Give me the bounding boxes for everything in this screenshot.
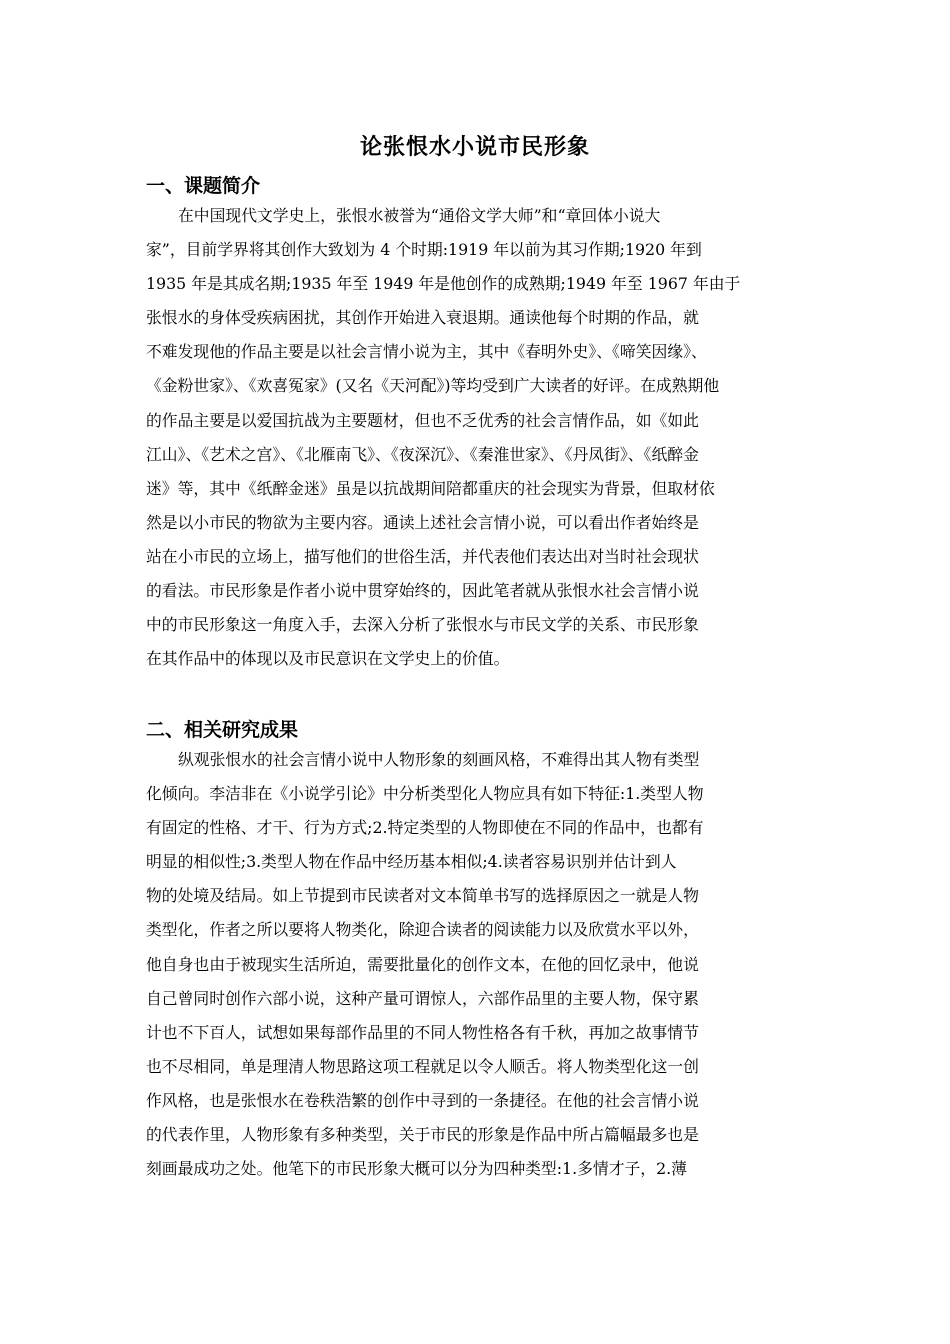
paragraph-line: 在其作品中的体现以及市民意识在文学史上的价值。 [146,649,510,669]
paragraph-line: 化倾向。李洁非在《小说学引论》中分析类型化人物应具有如下特征:1.类型人物 [146,784,704,804]
paragraph-line: 纵观张恨水的社会言情小说中人物形象的刻画风格，不难得出其人物有类型 [178,750,700,769]
paragraph-line: 类型化，作者之所以要将人物类化，除迎合读者的阅读能力以及欣赏水平以外， [146,920,699,940]
section-heading-intro: 一、课题简介 [146,175,261,197]
paragraph-line: 物的处境及结局。如上节提到市民读者对文本简单书写的选择原因之一就是人物 [146,886,699,906]
paragraph-line: 明显的相似性;3.类型人物在作品中经历基本相似;4.读者容易识别并估计到人 [146,852,677,872]
paragraph-line: 中的市民形象这一角度入手，去深入分析了张恨水与市民文学的关系、市民形象 [146,615,699,635]
paragraph-line: 的代表作里，人物形象有多种类型，关于市民的形象是作品中所占篇幅最多也是 [146,1125,699,1145]
paragraph-line: 然是以小市民的物欲为主要内容。通读上述社会言情小说，可以看出作者始终是 [146,512,699,532]
paragraph-line: 刻画最成功之处。他笔下的市民形象大概可以分为四种类型:1.多情才子，2.薄 [146,1159,687,1179]
paragraph-line: 江山》、《艺术之宫》、《北雁南飞》、《夜深沉》、《秦淮世家》、《丹凤街》、《纸醉金 [146,444,699,464]
paragraph-line: 站在小市民的立场上，描写他们的世俗生活，并代表他们表达出对当时社会现状 [146,546,699,566]
paragraph-line: 自己曾同时创作六部小说，这种产量可谓惊人，六部作品里的主要人物，保守累 [146,988,699,1008]
paragraph-line: 不难发现他的作品主要是以社会言情小说为主，其中《春明外史》、《啼笑因缘》、 [146,342,707,362]
paragraph-line: 张恨水的身体受疾病困扰，其创作开始进入衰退期。通读他每个时期的作品，就 [146,308,699,328]
paragraph-line: 作风格，也是张恨水在卷秩浩繁的创作中寻到的一条捷径。在他的社会言情小说 [146,1090,699,1110]
document-title: 论张恨水小说市民形象 [359,135,590,160]
paragraph-line: 1935 年是其成名期;1935 年至 1949 年是他创作的成熟期;1949 年至 1967 年由于 [146,274,741,294]
paragraph-line: 迷》等，其中《纸醉金迷》虽是以抗战期间陪都重庆的社会现实为背景，但取材依 [146,478,715,498]
paragraph-line: 在中国现代文学史上，张恨水被誉为“通俗文学大师”和“章回体小说大 [178,206,661,225]
paragraph-line: 他自身也由于被现实生活所迫，需要批量化的创作文本，在他的回忆录中，他说 [146,954,699,974]
paragraph-line: 家”，目前学界将其创作大致划为 4 个时期:1919 年以前为其习作期;1920 年到 [146,240,702,260]
paragraph-research [146,743,809,1186]
section-heading-research: 二、相关研究成果 [146,719,299,741]
paragraph-line: 的作品主要是以爱国抗战为主要题材，但也不乏优秀的社会言情作品，如《如此 [146,410,699,430]
paragraph-intro [146,199,809,676]
paragraph-line: 有固定的性格、才干、行为方式;2.特定类型的人物即使在不同的作品中，也都有 [146,818,704,838]
paragraph-line: 《金粉世家》、《欢喜冤家》(又名《天河配》)等均受到广大读者的好评。在成熟期他 [146,376,720,396]
paragraph-line: 计也不下百人，试想如果每部作品里的不同人物性格各有千秋，再加之故事情节 [146,1022,699,1042]
paragraph-line: 也不尽相同，单是理清人物思路这项工程就足以令人顺舌。将人物类型化这一创 [146,1056,699,1076]
paragraph-line: 的看法。市民形象是作者小说中贯穿始终的，因此笔者就从张恨水社会言情小说 [146,581,699,601]
